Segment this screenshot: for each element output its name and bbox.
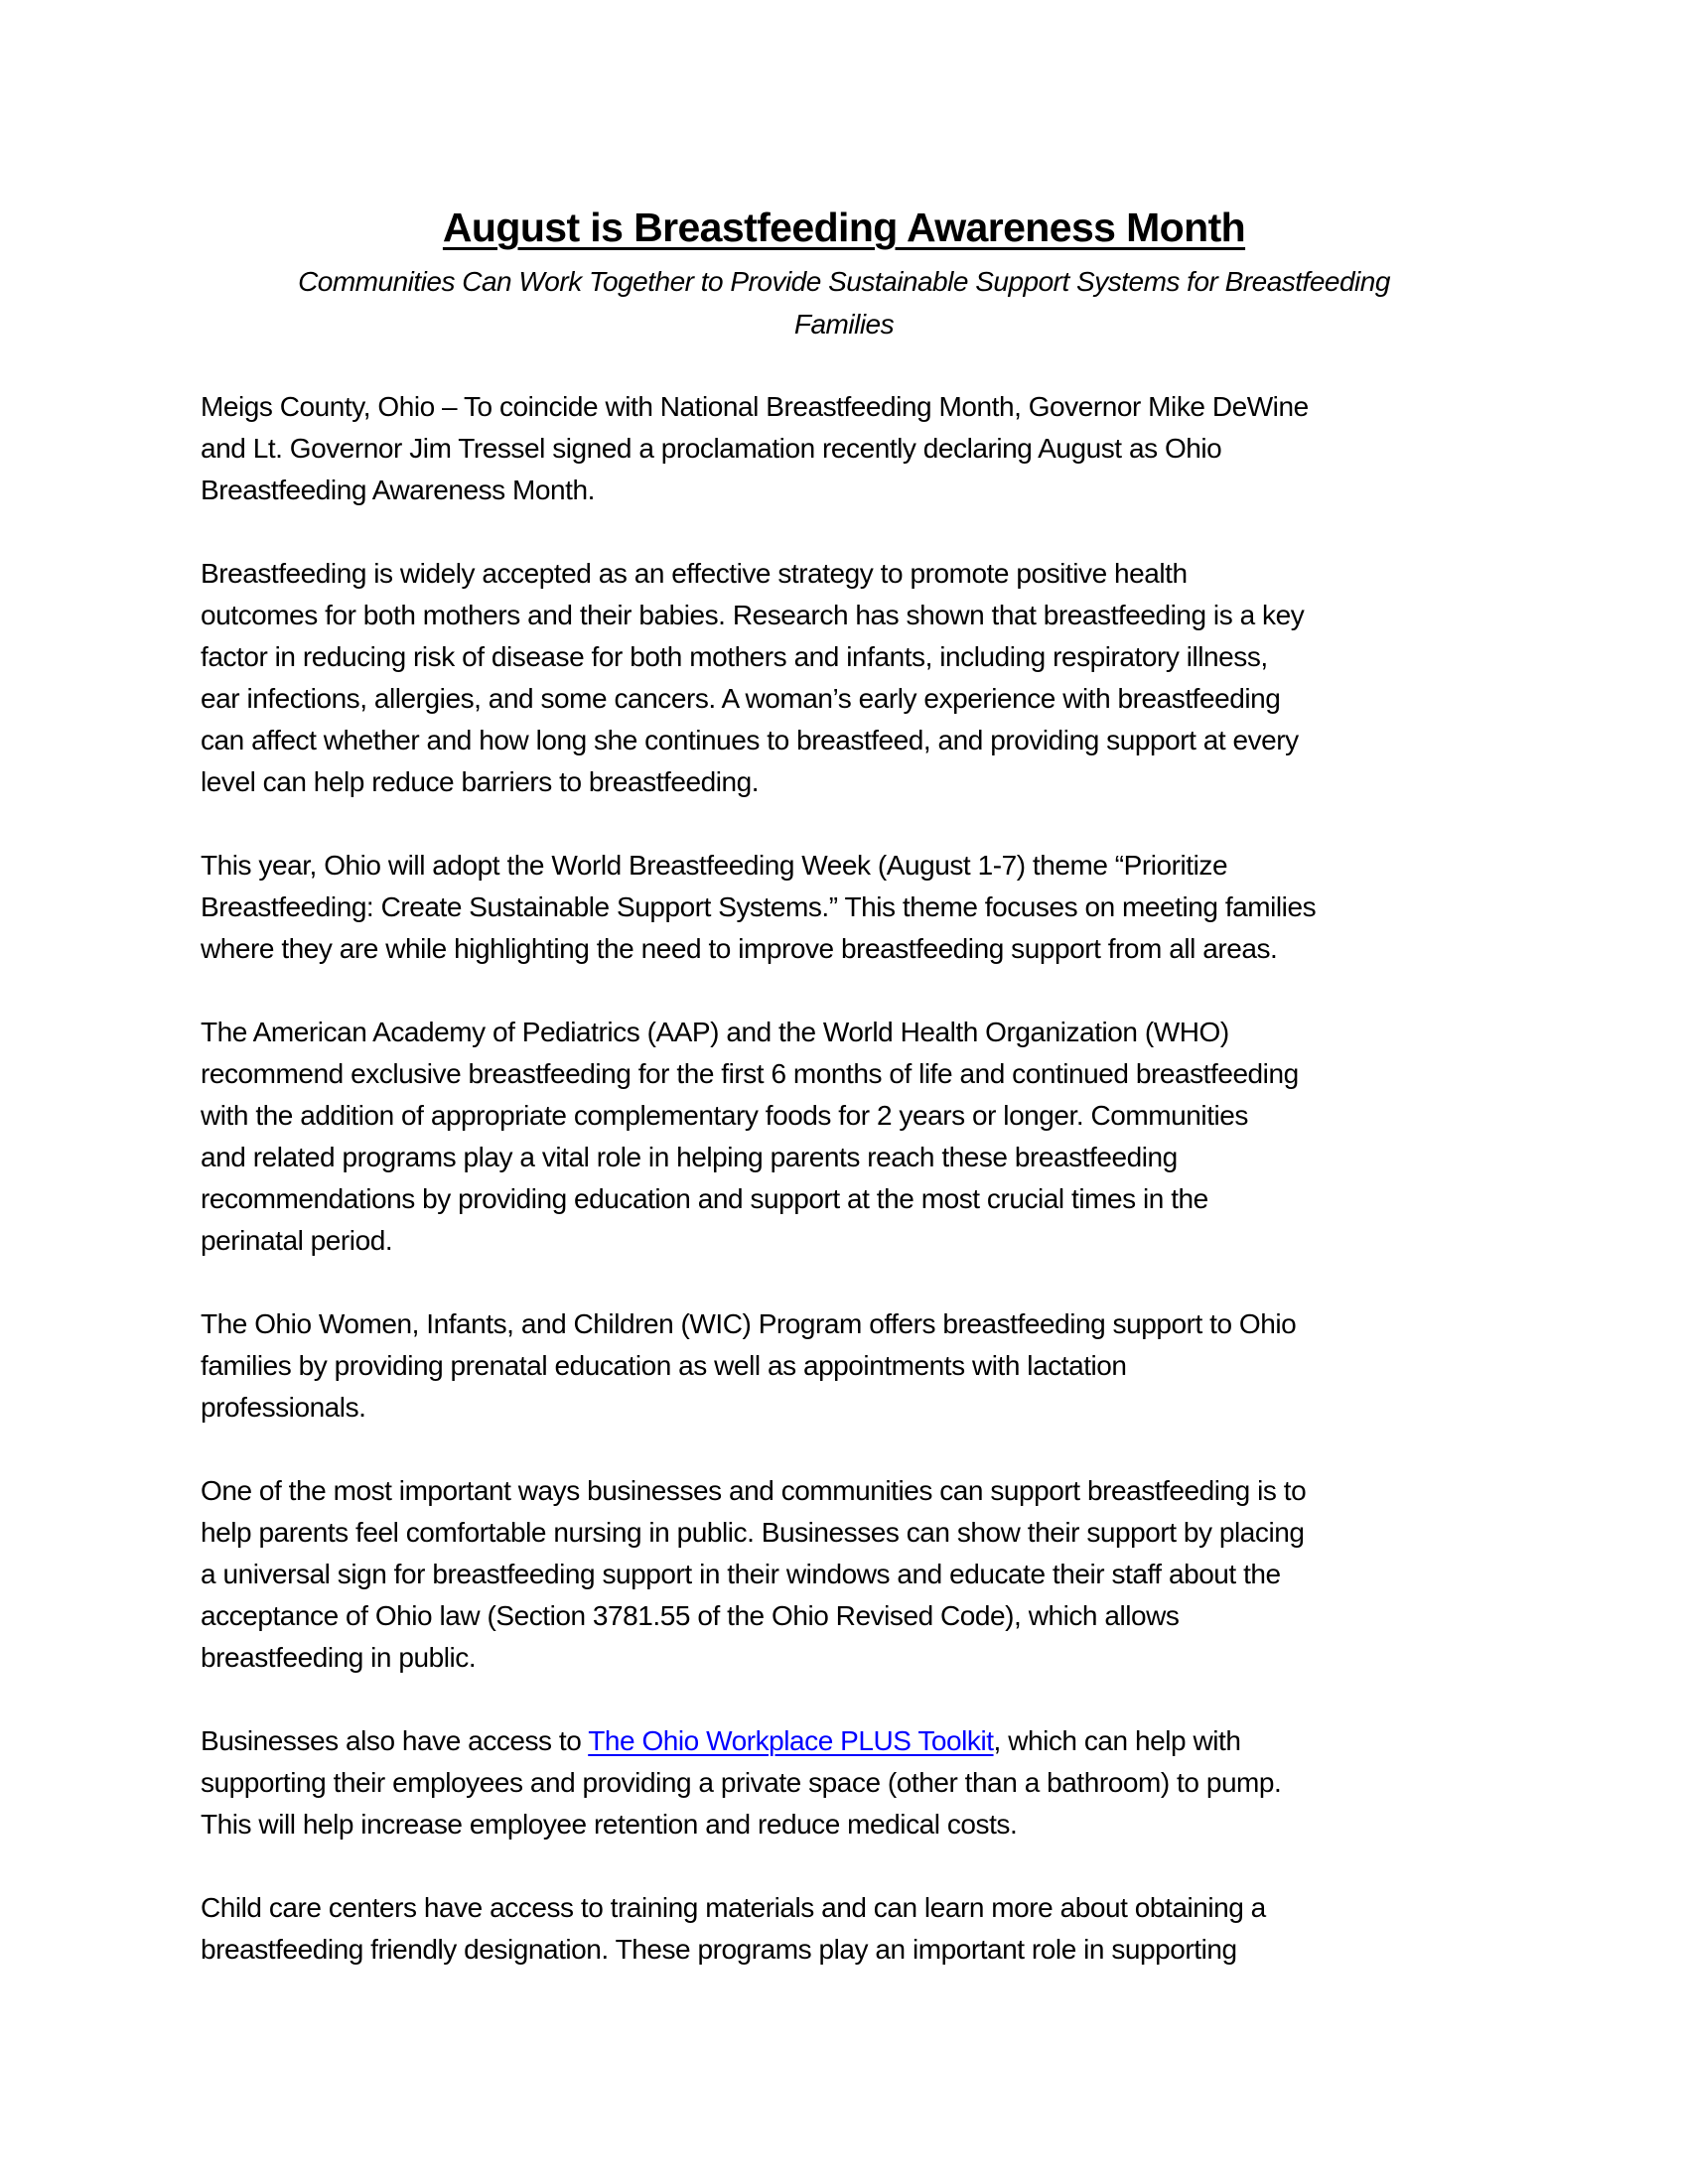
document-body [201, 386, 1491, 2012]
paragraph-line: a universal sign for breastfeeding support in their windows and educate their staff about the [201, 1559, 1281, 1589]
paragraph-line: families by providing prenatal education as well as appointments with lactation [201, 1350, 1127, 1381]
paragraph-line: professionals. [201, 1392, 366, 1423]
paragraph-line: This year, Ohio will adopt the World Breastfeeding Week (August 1-7) theme “Prioritize [201, 850, 1228, 881]
paragraph-line: Breastfeeding Awareness Month. [201, 475, 595, 505]
paragraph-line: recommendations by providing education and support at the most crucial times in the [201, 1183, 1208, 1214]
subtitle-line: Communities Can Work Together to Provide Sustainable Support Systems for Breastfeeding [298, 266, 1390, 297]
paragraph-line [201, 1720, 1491, 1762]
paragraph-proclamation [201, 386, 1491, 511]
paragraph-line: perinatal period. [201, 1225, 393, 1256]
paragraph-line: Meigs County, Ohio – To coincide with National Breastfeeding Month, Governor Mike DeWine [201, 391, 1309, 422]
paragraph-line: where they are while highlighting the need to improve breastfeeding support from all areas. [201, 933, 1278, 964]
paragraph-line: supporting their employees and providing a private space (other than a bathroom) to pump. [201, 1767, 1282, 1798]
paragraph-health-benefits [201, 553, 1491, 803]
paragraph-public-nursing [201, 1470, 1491, 1679]
paragraph-line: The Ohio Women, Infants, and Children (WIC) Program offers breastfeeding support to Ohio [201, 1308, 1297, 1339]
paragraph-line: can affect whether and how long she continues to breastfeed, and providing support at every [201, 725, 1299, 755]
paragraph-line: help parents feel comfortable nursing in public. Businesses can show their support by placing [201, 1517, 1305, 1548]
paragraph-line: level can help reduce barriers to breastfeeding. [201, 766, 760, 797]
paragraph-line: breastfeeding friendly designation. These programs play an important role in supporting [201, 1934, 1237, 1965]
paragraph-workplace-toolkit [201, 1720, 1491, 1845]
paragraph-line: This will help increase employee retention and reduce medical costs. [201, 1809, 1018, 1840]
paragraph-line: recommend exclusive breastfeeding for the first 6 months of life and continued breastfeeding [201, 1058, 1299, 1089]
document-title-text: August is Breastfeeding Awareness Month [442, 205, 1246, 250]
paragraph-line: with the addition of appropriate complementary foods for 2 years or longer. Communities [201, 1100, 1248, 1131]
paragraph-text: Businesses also have access to [201, 1725, 589, 1756]
paragraph-recommendations [201, 1012, 1491, 1262]
paragraph-theme [201, 845, 1491, 970]
paragraph-line: factor in reducing risk of disease for both mothers and infants, including respiratory illness, [201, 641, 1268, 672]
document-subtitle [0, 260, 1688, 345]
paragraph-child-care [201, 1887, 1491, 1971]
paragraph-wic-program [201, 1303, 1491, 1429]
paragraph-line: outcomes for both mothers and their babies. Research has shown that breastfeeding is a key [201, 600, 1305, 630]
workplace-plus-toolkit-link[interactable]: The Ohio Workplace PLUS Toolkit [588, 1725, 994, 1756]
paragraph-line: ear infections, allergies, and some cancers. A woman’s early experience with breastfeeding [201, 683, 1281, 714]
paragraph-line: One of the most important ways businesses and communities can support breastfeeding is to [201, 1475, 1307, 1506]
paragraph-line: Breastfeeding: Create Sustainable Support Systems.” This theme focuses on meeting families [201, 891, 1317, 922]
document-title [0, 202, 1688, 253]
paragraph-line: acceptance of Ohio law (Section 3781.55 of the Ohio Revised Code), which allows [201, 1600, 1180, 1631]
paragraph-line: and related programs play a vital role in helping parents reach these breastfeeding [201, 1142, 1178, 1172]
paragraph-text: , which can help with [993, 1725, 1241, 1756]
subtitle-line: Families [793, 309, 895, 340]
paragraph-line: The American Academy of Pediatrics (AAP) and the World Health Organization (WHO) [201, 1017, 1229, 1047]
paragraph-line: Breastfeeding is widely accepted as an effective strategy to promote positive health [201, 558, 1188, 589]
paragraph-line: and Lt. Governor Jim Tressel signed a proclamation recently declaring August as Ohio [201, 433, 1222, 464]
paragraph-line: breastfeeding in public. [201, 1642, 477, 1673]
paragraph-line: Child care centers have access to training materials and can learn more about obtaining a [201, 1892, 1266, 1923]
